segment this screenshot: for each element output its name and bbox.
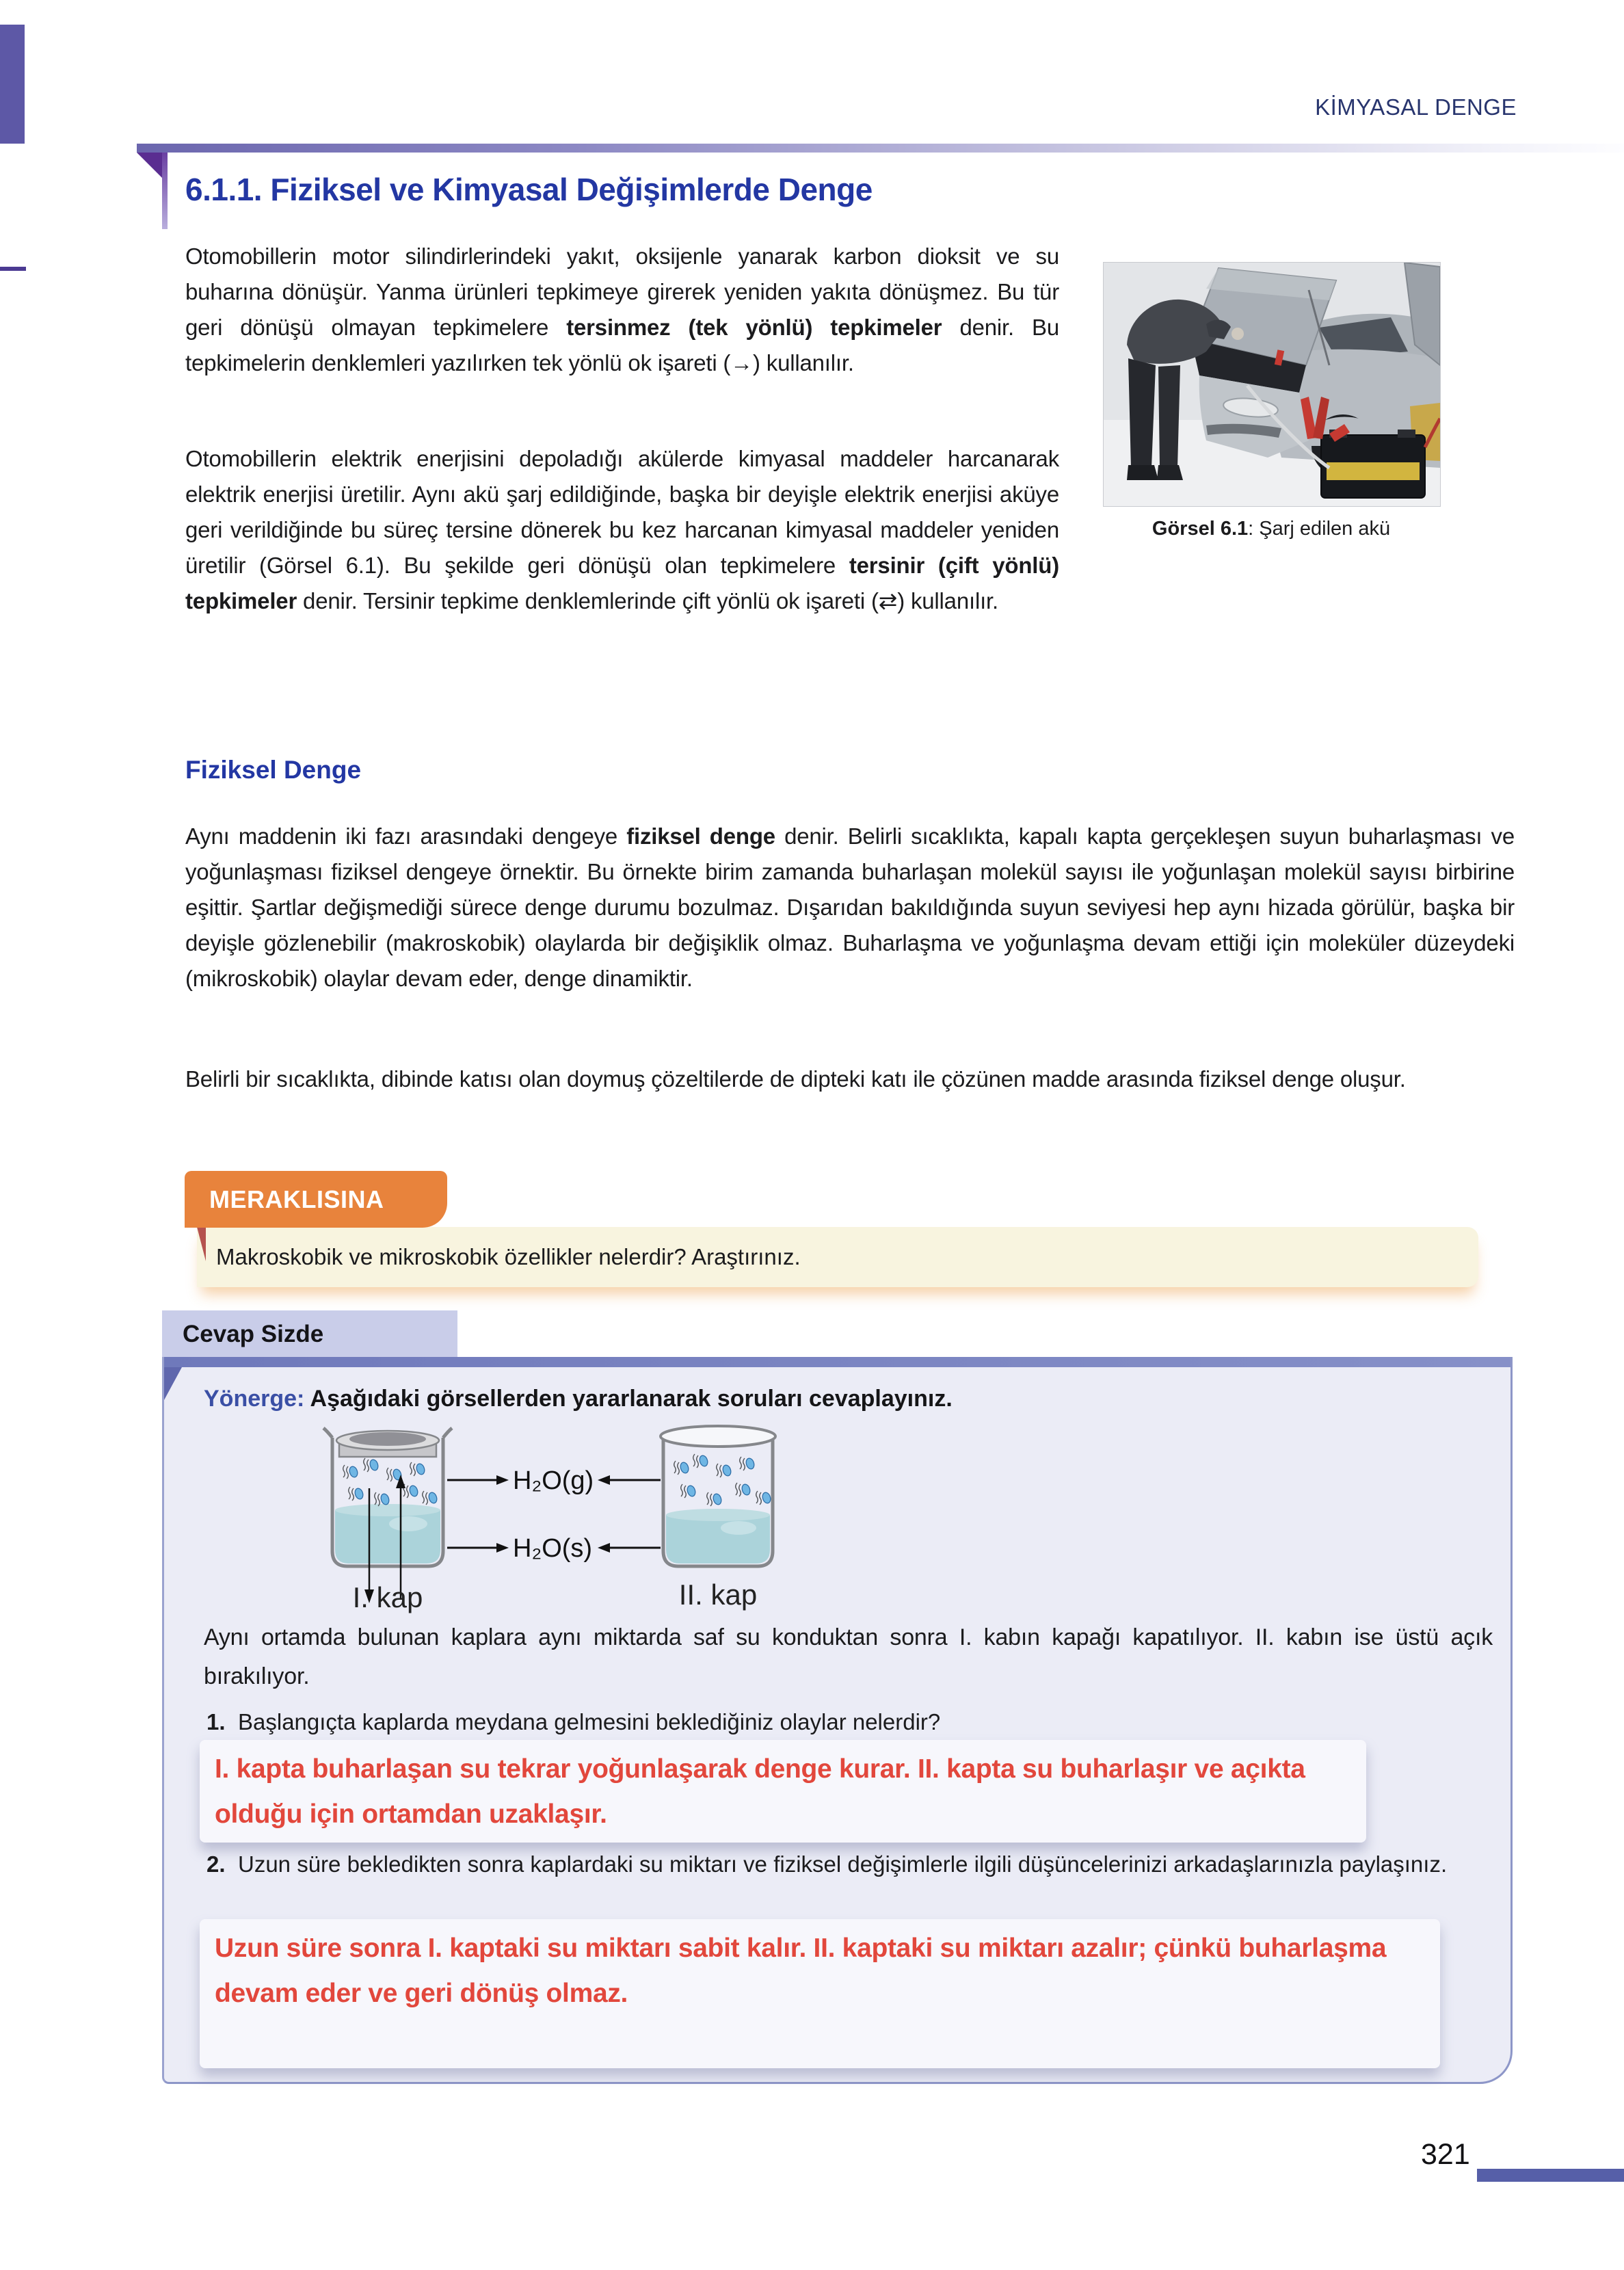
paragraph-2-text-end: denir. Tersinir tepkime denklemlerinde çift yönlü ok işareti (⇄) kullanılır.: [297, 588, 998, 613]
meraklisina-tab: MERAKLISINA: [185, 1171, 447, 1228]
beaker-2-water: [666, 1515, 770, 1563]
battery-charging-photo: [1103, 262, 1441, 507]
answer-1-text: I. kapta buharlaşan su tekrar yoğunlaşarak denge kurar. II. kapta su buharlaşır ve açıkta olduğu için ortamdan uzaklaşır.: [215, 1754, 1305, 1829]
paragraph-3-text: Aynı maddenin iki fazı arasındaki dengeye: [185, 823, 627, 849]
beaker-2-open: [661, 1426, 775, 1566]
water-equilibrium-diagram: [267, 1420, 827, 1618]
section-title: 6.1.1. Fiziksel ve Kimyasal Değişimlerde Denge: [185, 172, 873, 207]
question-2-text: Uzun süre bekledikten sonra kaplardaki su miktarı ve fiziksel değişimlerle ilgili düşüncelerinizi arkadaşlarınızla paylaşınız.: [238, 1851, 1448, 1877]
right-arrow-icon: [496, 1475, 509, 1485]
beaker-1-closed: [323, 1428, 452, 1603]
paragraph-3-bold-term: fiziksel denge: [626, 823, 775, 849]
cevap-sizde-panel: [162, 1357, 1513, 2084]
yonerge-line: [204, 1386, 953, 1412]
footer-bar: [1477, 2169, 1624, 2182]
paragraph-1-text-end: denir. Bu tepkimelerin denklemleri yazılırken tek yönlü ok işareti (→) kullanılır.: [185, 315, 1059, 375]
beaker-2-molecules: [674, 1454, 772, 1506]
gas-label: H₂O(g): [513, 1466, 594, 1495]
meraklisina-question: Makroskobik ve mikroskobik özellikler nelerdir? Araştırınız.: [216, 1244, 801, 1269]
page-number: 321: [1421, 2138, 1470, 2171]
paragraph-2: [185, 441, 1059, 619]
question-2-number: 2.: [207, 1851, 226, 1877]
beaker-diagram: [267, 1420, 827, 1622]
paragraph-4: Belirli bir sıcaklıkta, dibinde katısı olan doymuş çözeltilerde de dipteki katı ile çözünen madde arasında fiziksel denge oluşur.: [185, 1066, 1406, 1092]
liquid-label-row: [447, 1534, 661, 1563]
beaker-2-rim: [661, 1426, 775, 1447]
panel-top-bar: [164, 1357, 1510, 1367]
yonerge-label: Yönerge:: [204, 1386, 305, 1412]
header-gradient-bar: [137, 144, 1624, 153]
beaker-1-water: [335, 1510, 440, 1563]
answer-2-box: [200, 1919, 1440, 2068]
title-accent-line: [162, 153, 168, 229]
figure-caption: [1103, 518, 1439, 540]
answer-2-text: Uzun süre sonra I. kaptaki su miktarı sabit kalır. II. kaptaki su miktarı azalır; çünkü buharlaşma devam eder ve geri dönüş olmaz.: [215, 1934, 1387, 2008]
beaker-1-lid: [336, 1431, 439, 1457]
figure-caption-number: Görsel 6.1: [1152, 518, 1249, 540]
question-1-text: Başlangıçta kaplarda meydana gelmesini beklediğiniz olaylar nelerdir?: [238, 1709, 941, 1734]
paragraph-2-text: Otomobillerin elektrik enerjisini depoladığı akülerde kimyasal maddeler harcanarak elektrik enerjisi üretilir. Aynı akü şarj edildiğinde, başka bir deyişle elektrik enerjisi aküye geri verildiğinde bu süreç tersine dönerek bu kez harcanan kimyasal maddeler yeniden üretilir (Görsel 6.1). Bu şekilde geri dönüşü olan tepkimelere: [185, 446, 1059, 578]
figure-battery-photo: [1103, 262, 1439, 540]
yonerge-text: Aşağıdaki görsellerden yararlanarak soruları cevaplayınız.: [310, 1386, 953, 1412]
paragraph-3: [185, 819, 1515, 997]
gas-label-row: [447, 1466, 661, 1495]
beaker-1-molecules: [343, 1458, 438, 1506]
panel-intro-text: Aynı ortamda bulunan kaplara aynı miktarda saf su konduktan sonra I. kabın kapağı kapatılıyor. II. kabın ise üstü açık bırakılıyor.: [204, 1624, 1493, 1689]
beaker-2-label: II. kap: [678, 1579, 758, 1611]
question-1-number: 1.: [207, 1709, 226, 1734]
left-margin-bar: [0, 25, 25, 144]
cevap-sizde-tab: Cevap Sizde: [162, 1310, 457, 1357]
paragraph-2-bold-term: tersinir (çift yönlü) tepkimeler: [185, 553, 1059, 613]
answer-1-box: [200, 1740, 1366, 1843]
figure-caption-text: : Şarj edilen akü: [1248, 518, 1391, 540]
paragraph-1-text: Otomobillerin motor silindirlerindeki yakıt, oksijenle yanarak karbon dioksit ve su buharına dönüşür. Yanma ürünleri tepkimeye girerek yeniden yakıta dönüşmez. Bu tür geri dönüşü olmayan tepkimelere: [185, 243, 1059, 340]
liquid-label: H₂O(s): [513, 1534, 593, 1563]
right-arrow-icon: [496, 1543, 509, 1553]
paragraph-3-text-end: denir. Belirli sıcaklıkta, kapalı kapta gerçekleşen suyun buharlaşması ve yoğunlaşması fiziksel dengeye örnektir. Bu örnekte birim zamanda buharlaşan molekül sayısı ile yoğunlaşan molekül sayısı birbirine eşittir. Şartlar değişmediği sürece denge durumu bozulmaz. Dışarıdan bakıldığında suyun seviyesi hep aynı hizada görülür, başka bir deyişle gözlenebilir (makroskobik) olaylarda bir değişiklik olmaz. Buharlaşma ve yoğunlaşma devam ettiği için moleküler düzeydeki (mikroskobik) olaylar devam eder, denge dinamiktir.: [185, 823, 1515, 991]
paragraph-1: [185, 239, 1059, 381]
beaker-1-label: I. kap: [352, 1581, 423, 1613]
subsection-heading: Fiziksel Denge: [185, 756, 362, 784]
running-head: KİMYASAL DENGE: [1315, 94, 1517, 120]
question-1: [207, 1703, 1472, 1741]
left-arrow-icon: [598, 1475, 610, 1485]
panel-fold-triangle: [164, 1367, 182, 1400]
paragraph-1-bold-term: tersinmez (tek yönlü) tepkimeler: [566, 315, 942, 340]
question-2: [207, 1845, 1478, 1884]
left-margin-rule: [0, 267, 26, 271]
left-arrow-icon: [598, 1543, 610, 1553]
meraklisina-box: [197, 1227, 1478, 1287]
